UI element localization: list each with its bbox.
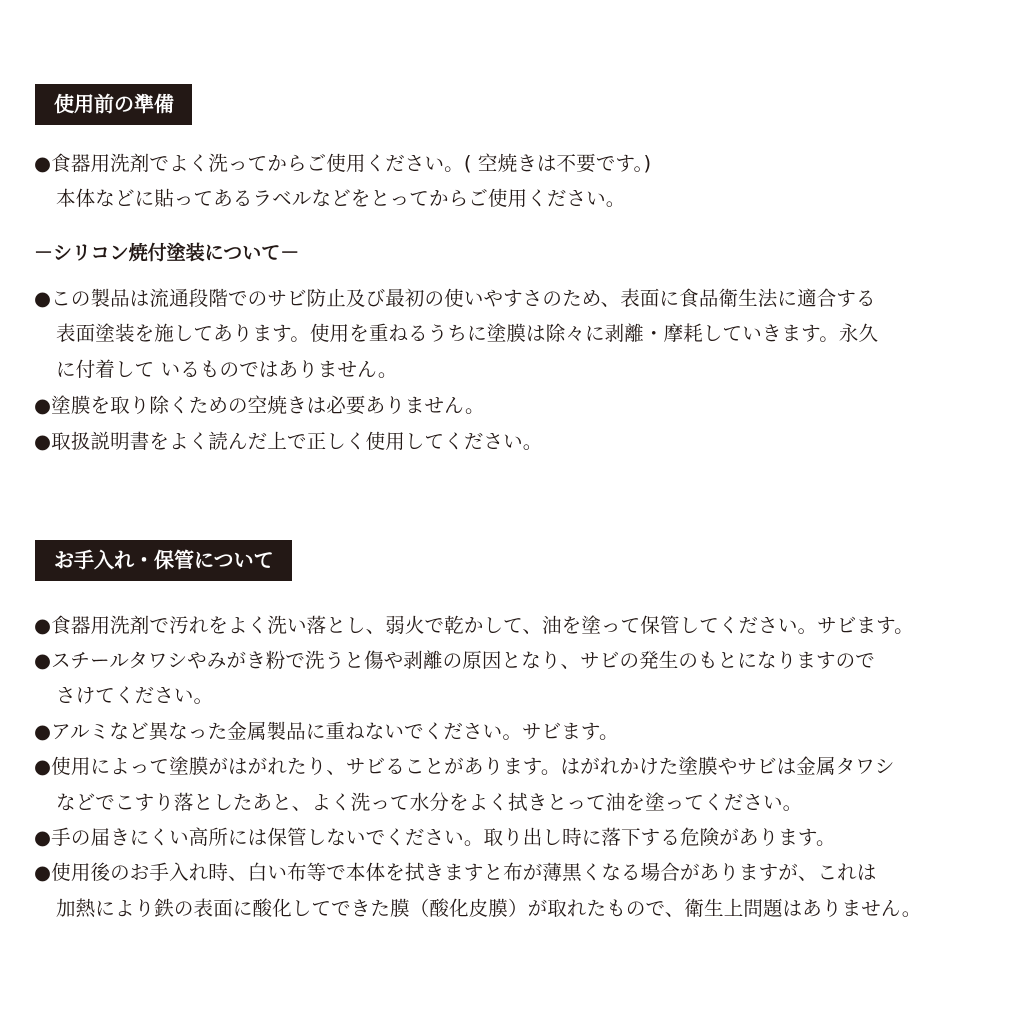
coating-line-3: に付着して いるものではありません。 <box>56 358 398 381</box>
care-line-9: 加熱により鉄の表面に酸化してできた膜（酸化皮膜）が取れたもので、衛生上問題はありません。 <box>56 897 922 920</box>
prep-line-2: 本体などに貼ってあるラベルなどをとってからご使用ください。 <box>56 187 626 210</box>
care-line-2: ●スチールタワシやみがき粉で洗うと傷や剥離の原因となり、サビの発生のもとになりますので <box>34 649 875 672</box>
section-heading-care-storage: お手入れ・保管について <box>35 540 292 581</box>
section-heading-preparation: 使用前の準備 <box>35 84 192 125</box>
coating-line-1: ●この製品は流通段階でのサビ防止及び最初の使いやすさのため、表面に食品衛生法に適合する <box>34 287 876 310</box>
care-line-3: さけてください。 <box>56 684 214 707</box>
coating-line-4: ●塗膜を取り除くための空焼きは必要ありません。 <box>34 394 485 417</box>
care-line-8: ●使用後のお手入れ時、白い布等で本体を拭きますと布が薄黒くなる場合がありますが、これは <box>34 861 877 884</box>
care-line-1: ●食器用洗剤で汚れをよく洗い落とし、弱火で乾かして、油を塗って保管してください。サビます。 <box>34 614 914 637</box>
care-line-5: ●使用によって塗膜がはがれたり、サビることがあります。はがれかけた塗膜やサビは金属タワシ <box>34 755 895 778</box>
coating-line-5: ●取扱説明書をよく読んだ上で正しく使用してください。 <box>34 430 543 453</box>
care-line-4: ●アルミなど異なった金属製品に重ねないでください。サビます。 <box>34 720 619 743</box>
coating-line-2: 表面塗装を施してあります。使用を重ねるうちに塗膜は除々に剥離・摩耗していきます。永久 <box>56 322 879 345</box>
silicone-coating-subheading: －シリコン焼付塗装について－ <box>34 242 300 264</box>
care-line-6: などでこすり落としたあと、よく洗って水分をよく拭きとって油を塗ってください。 <box>56 791 803 814</box>
prep-line-1: ●食器用洗剤でよく洗ってからご使用ください。( 空焼きは不要です。) <box>34 152 652 175</box>
care-line-7: ●手の届きにくい高所には保管しないでください。取り出し時に落下する危険があります。 <box>34 826 836 849</box>
